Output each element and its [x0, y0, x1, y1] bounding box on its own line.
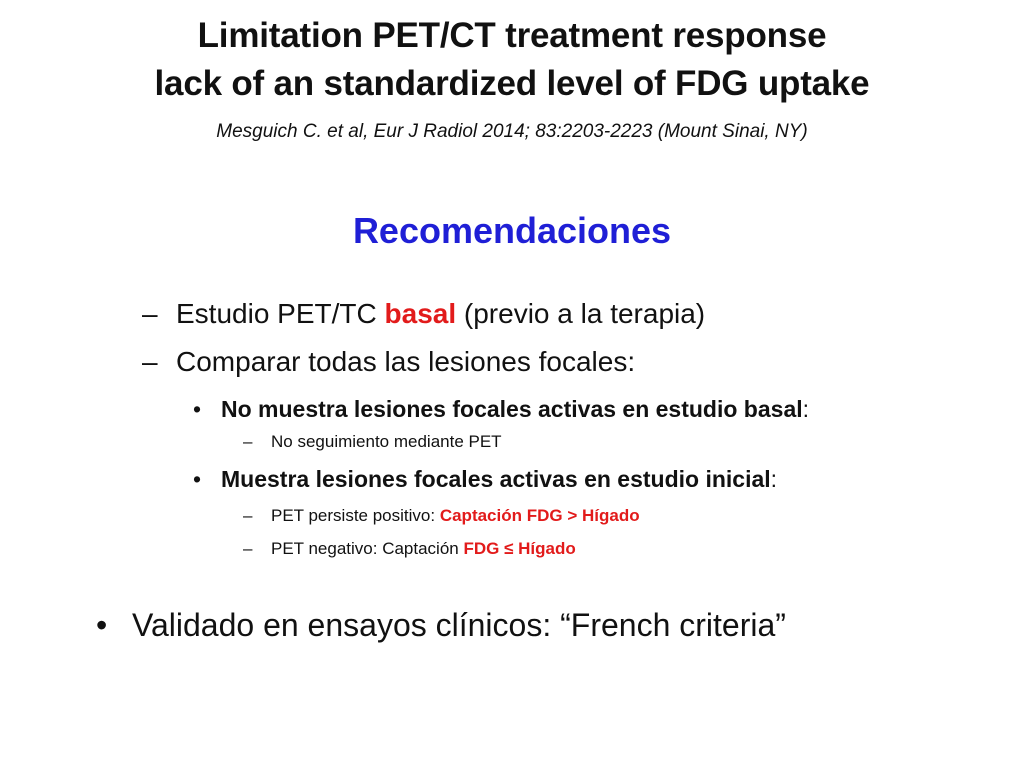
- list-item-french-criteria: [96, 604, 786, 646]
- bullet-marker: •: [96, 607, 108, 643]
- sub-item-text: Muestra lesiones focales activas en estudio inicial: [221, 466, 771, 492]
- detail-text: PET persiste positivo:: [271, 506, 440, 525]
- dash-marker: –: [142, 298, 158, 329]
- sub-item-suffix: :: [802, 396, 810, 422]
- detail-item-no-follow-up: [243, 430, 502, 454]
- detail-text: PET negativo: Captación: [271, 539, 464, 558]
- sub-item-no-active-lesions: [193, 394, 809, 424]
- detail-item-pet-positive: [243, 504, 640, 528]
- item-text: Validado en ensayos clínicos: “French criteria”: [132, 607, 786, 643]
- list-item-baseline-study: [142, 296, 705, 332]
- list-item-compare-lesions: [142, 344, 635, 380]
- bullet-marker: •: [193, 466, 202, 492]
- detail-text: No seguimiento mediante PET: [271, 432, 502, 451]
- slide-title: [0, 12, 1024, 108]
- highlight-text: FDG ≤ Hígado: [463, 539, 576, 558]
- dash-marker: –: [243, 539, 253, 558]
- bullet-marker: •: [193, 396, 202, 422]
- item-text-suffix: (previo a la terapia): [456, 298, 706, 329]
- sub-item-suffix: :: [770, 466, 778, 492]
- item-text: Estudio PET/TC: [176, 298, 385, 329]
- sub-item-text: No muestra lesiones focales activas en estudio basal: [221, 396, 803, 422]
- dash-marker: –: [142, 346, 158, 377]
- dash-marker: –: [243, 432, 253, 451]
- dash-marker: –: [243, 506, 253, 525]
- section-heading: Recomendaciones: [352, 210, 672, 251]
- highlight-text: Captación FDG > Hígado: [439, 506, 640, 525]
- title-line-2: lack of an standardized level of FDG uptake: [154, 64, 870, 103]
- highlight-text: basal: [384, 298, 457, 329]
- title-line-1: Limitation PET/CT treatment response: [197, 16, 827, 55]
- citation: Mesguich C. et al, Eur J Radiol 2014; 83:2203-2223 (Mount Sinai, NY): [216, 121, 808, 142]
- sub-item-active-lesions: [193, 464, 777, 494]
- item-text: Comparar todas las lesiones focales:: [176, 346, 636, 377]
- detail-item-pet-negative: [243, 537, 576, 561]
